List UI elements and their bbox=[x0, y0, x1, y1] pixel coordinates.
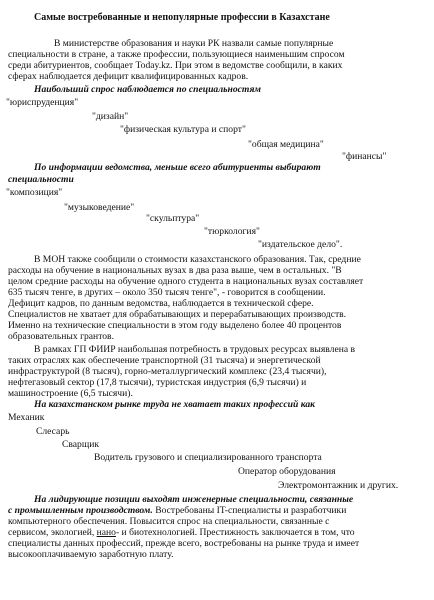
page-title: Самые востребованные и непопулярные профессии в Казахстане bbox=[34, 12, 330, 23]
unpopular-item: "издательское дело". bbox=[258, 239, 343, 250]
shortage-heading: На казахстанском рынке труда не хватает таких профессий как bbox=[34, 399, 316, 410]
shortage-item: Оператор оборудования bbox=[238, 466, 336, 477]
cost-line: В МОН также сообщили о стоимости казахстанского образования. Так, средние bbox=[34, 254, 361, 265]
popular-item: "физическая культура и спорт" bbox=[120, 124, 246, 135]
cost-line: расходы на обучение в национальных вузах в два раза выше, чем в остальных. "В bbox=[8, 265, 342, 276]
intro-line: сферах наблюдается дефицит квалифицированных кадров. bbox=[8, 71, 249, 82]
unpopular-item: "тюркология" bbox=[204, 226, 260, 237]
cost-line: Дефицит кадров, по данным ведомства, наблюдается в технической сфере. bbox=[8, 298, 314, 309]
gpfiir-line: таких отраслях как обеспечение транспортной (31 тысяча) и энергетической bbox=[8, 355, 321, 366]
final-line-text: Востребованы IT-специалисты и разработчики bbox=[152, 505, 347, 516]
cost-line: целом средние расходы на обучение одного студента в национальных вузах составляет bbox=[8, 276, 364, 287]
cost-line: Специалистов не хватает для обрабатывающих и перерабатывающих производств. bbox=[8, 309, 347, 320]
shortage-item: Сварщик bbox=[62, 439, 100, 450]
gpfiir-line: инфраструктурой (8 тысяч), горно-металлургический комплекс (23,4 тысячи), bbox=[8, 366, 327, 377]
unpopular-heading: По информации ведомства, меньше всего абитуриенты выбирают bbox=[34, 162, 321, 173]
popular-item: "дизайн" bbox=[92, 111, 129, 122]
final-line-text: - и биотехнологией. Престижность заключается в том, что bbox=[115, 527, 355, 538]
shortage-item: Механик bbox=[8, 412, 45, 423]
cost-line: Именно на технические специальности в этом году выделено более 40 процентов bbox=[8, 320, 342, 331]
final-line bbox=[8, 505, 346, 516]
popular-item: "юриспруденция" bbox=[6, 97, 79, 108]
final-line bbox=[8, 527, 355, 538]
final-line-text: сервисом, экологией, bbox=[8, 527, 97, 538]
unpopular-heading: специальности bbox=[8, 174, 74, 185]
intro-line: среди абитуриентов, сообщает Today.kz. При этом в ведомстве сообщили, в каких bbox=[8, 60, 343, 71]
popular-item: "общая медицина" bbox=[248, 139, 324, 150]
popular-heading: Наибольший спрос наблюдается по специальностям bbox=[34, 84, 262, 95]
gpfiir-line: нефтегазовый сектор (17,8 тысячи), туристская индустрия (6,9 тысячи) и bbox=[8, 377, 307, 388]
unpopular-item: "композиция" bbox=[6, 187, 63, 198]
underlined-word: нано bbox=[96, 527, 116, 538]
final-lead-emphasis: с промышленным производством. bbox=[8, 505, 153, 516]
shortage-item: Слесарь bbox=[36, 426, 70, 437]
intro-line: специальности в стране, а также профессии, пользующиеся наименьшим спросом bbox=[8, 49, 345, 60]
unpopular-item: "музыковедение" bbox=[64, 202, 135, 213]
unpopular-item: "скульптура" bbox=[146, 213, 200, 224]
intro-line: В министерстве образования и науки РК назвали самые популярные bbox=[54, 38, 334, 49]
final-line: специалисты данных профессий, прежде всего, востребованы на рынке труда и имеет bbox=[8, 538, 360, 549]
cost-line: образовательных грантов. bbox=[8, 331, 114, 342]
cost-line: 635 тысяч тенге, в других – около 350 тысяч тенге", - говорится в сообщении. bbox=[8, 287, 326, 298]
shortage-item: Водитель грузового и специализированного транспорта bbox=[94, 452, 322, 463]
final-line: компьютерного обеспечения. Повысится спрос на специальности, связанные с bbox=[8, 516, 330, 527]
final-lead-line: На лидирующие позиции выходят инженерные специальности, связанные bbox=[34, 494, 354, 505]
shortage-item: Электромонтажник и других. bbox=[278, 480, 399, 491]
gpfiir-line: машиностроение (6,5 тысячи). bbox=[8, 388, 133, 399]
popular-item: "финансы" bbox=[342, 151, 387, 162]
final-line: высокооплачиваемую заработную плату. bbox=[8, 549, 174, 560]
gpfiir-line: В рамках ГП ФИИР наибольшая потребность в трудовых ресурсах выявлена в bbox=[34, 344, 356, 355]
